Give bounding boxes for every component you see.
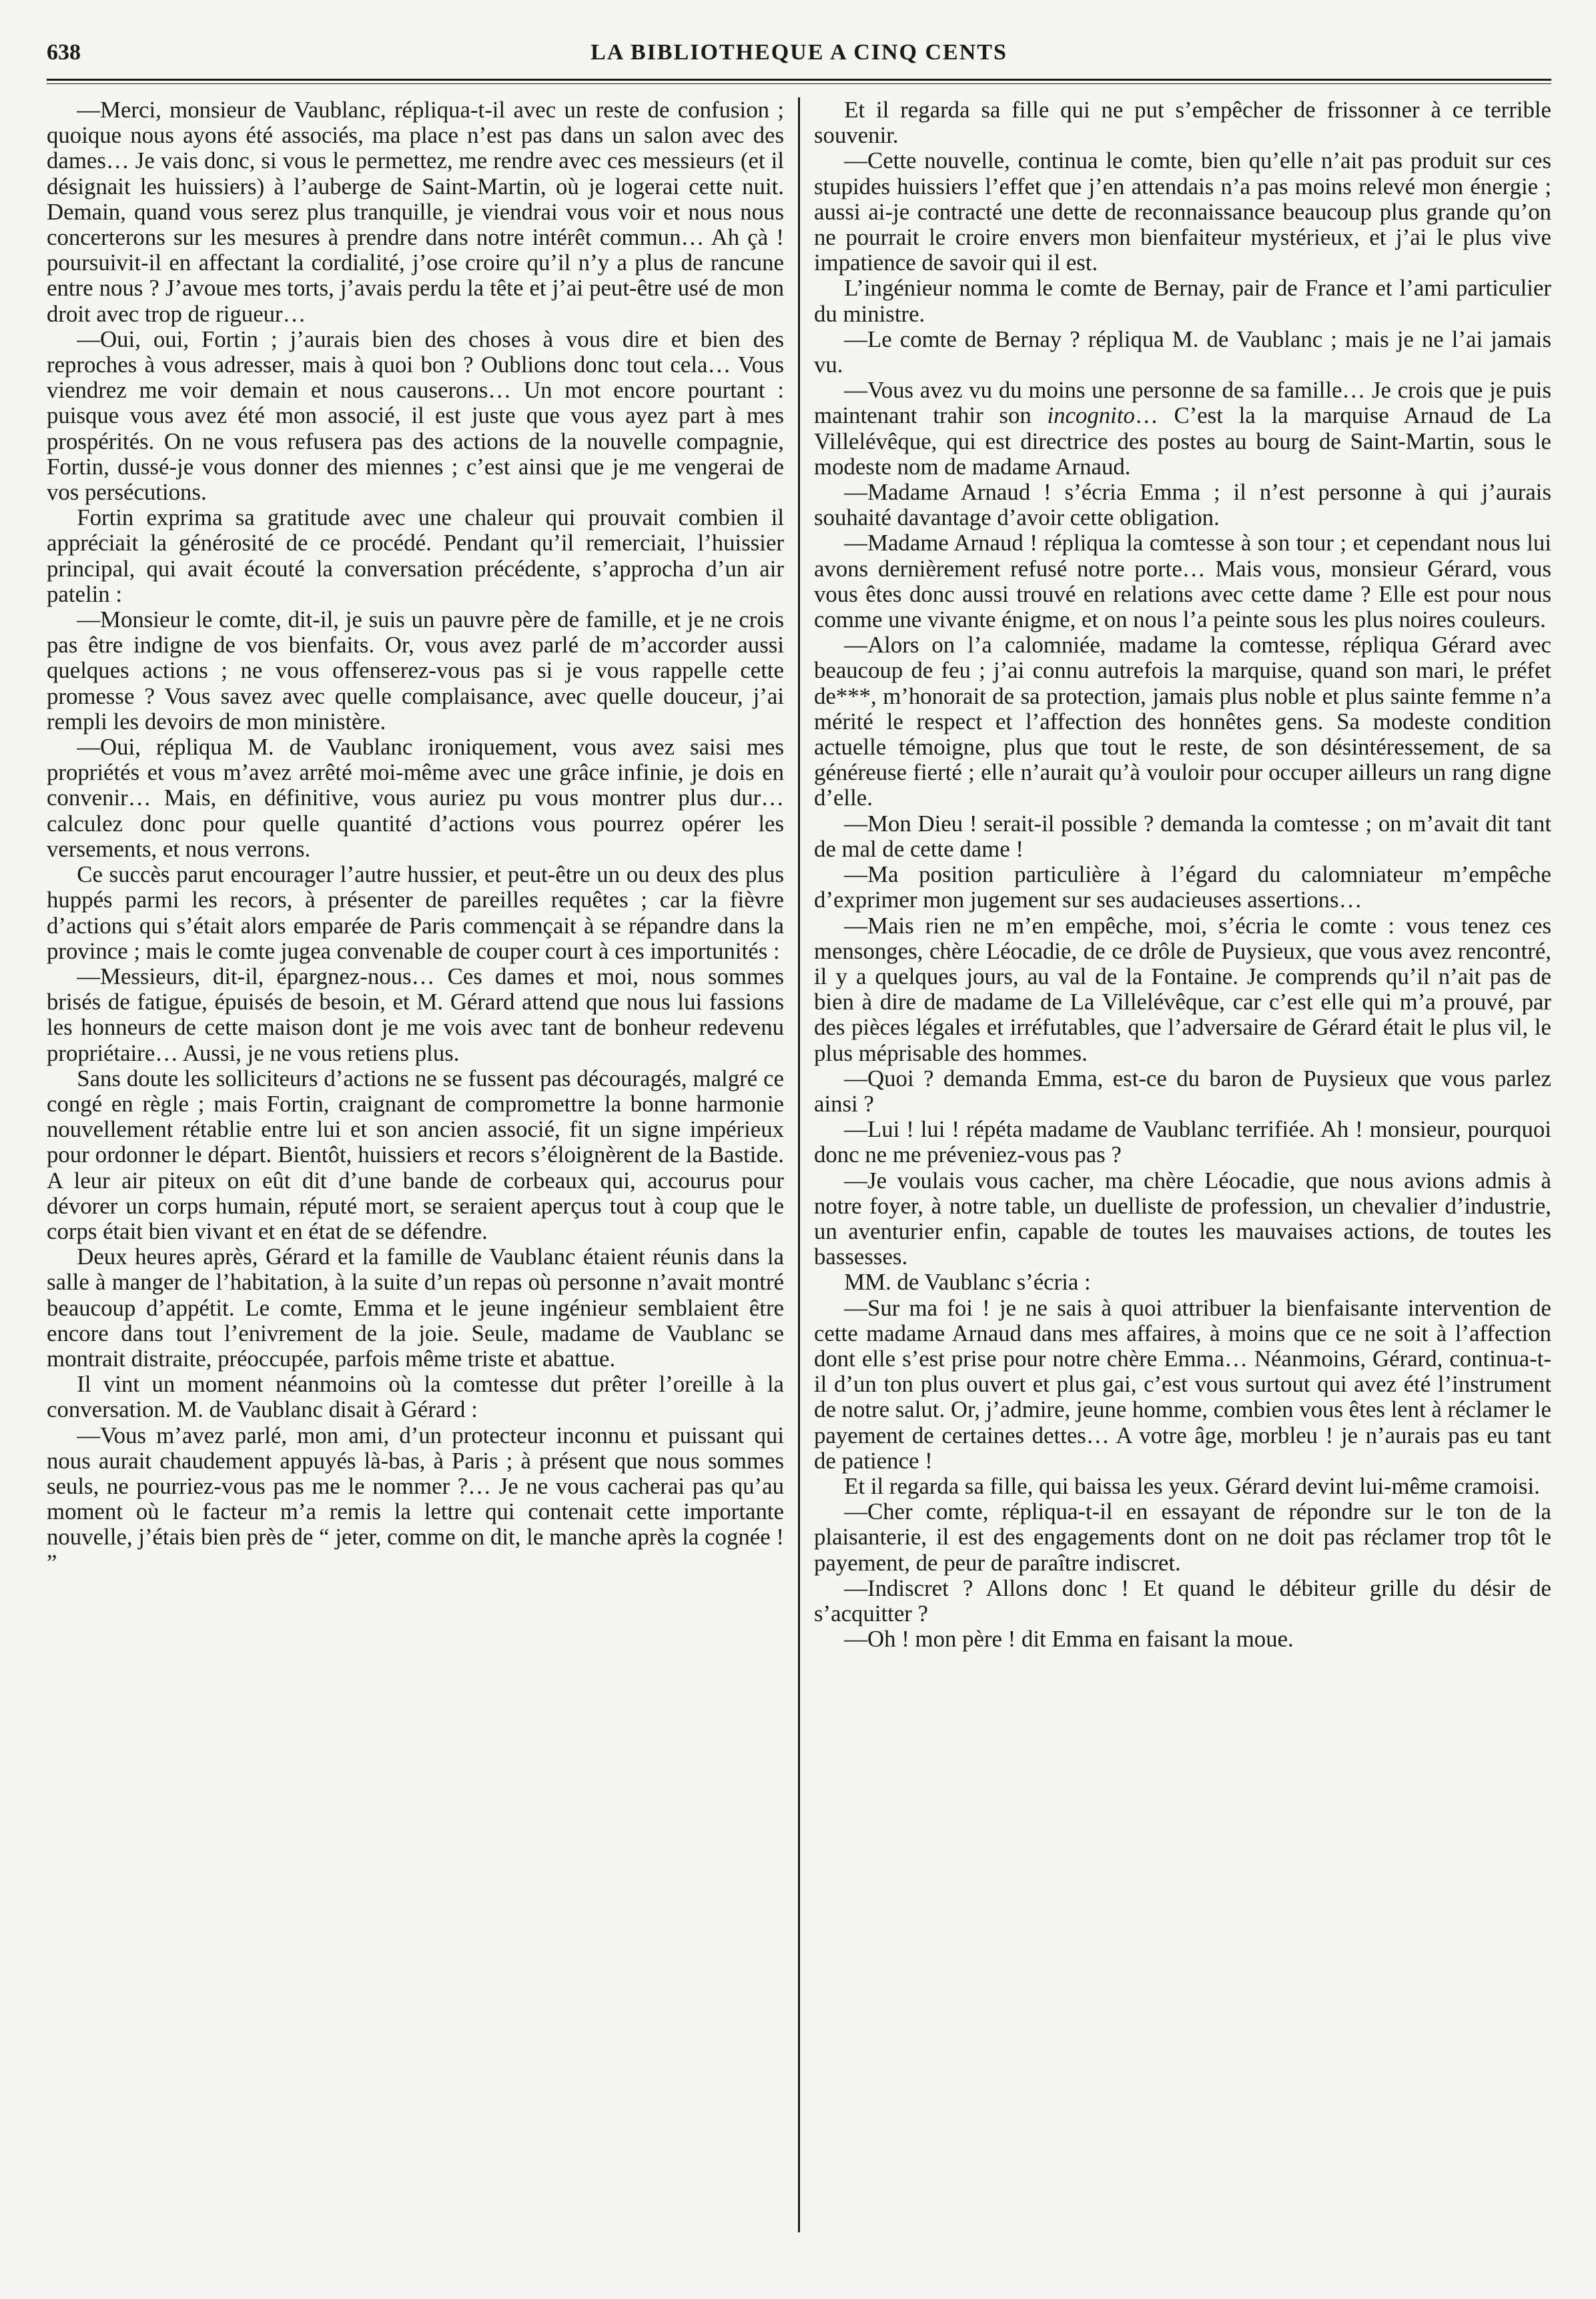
page-header	[47, 40, 1551, 79]
paragraph: Et il regarda sa fille, qui baissa les yeux. Gérard devint lui-même cramoisi.	[844, 1472, 1540, 1499]
paragraph: —Indiscret ? Allons donc ! Et quand le débiteur grille du désir de s’acquitter ?	[814, 1574, 1551, 1627]
paragraph: Sans doute les solliciteurs d’actions ne se fussent pas découragés, malgré ce congé en règle ; mais Fortin, craignant de compromettre la bonne harmonie nouvellement rétablie entre lui et son ancien associé, fit un signe impérieux pour ordonner le départ. Bientôt, huissiers et recors s’éloignèrent de la Bastide. A leur air piteux on eût dit d’une bande de corbeaux qui, accourus pour dévorer un corps humain, réputé mort, se seraient aperçus tout à coup que le corps était bien vivant et en état de se défendre.	[47, 1065, 784, 1244]
paragraph: —Ma position particulière à l’égard du calomniateur m’empêche d’exprimer mon jugement sur ses audacieuses assertions…	[814, 861, 1551, 913]
paragraph: —Merci, monsieur de Vaublanc, répliqua-t-il avec un reste de confusion ; quoique nous ayons été associés, ma place n’est pas dans un salon avec des dames… Je vais donc, si vous le permettez, me rendre avec ces messieurs (et il désignait les huissiers) à l’auberge de Saint-Martin, où je logerai cette nuit. Demain, quand vous serez plus tranquille, je viendrai vous voir et nous nous concerterons sur les mesures à prendre dans notre intérêt commun… Ah çà ! poursuivit-il en affectant la cordialité, j’ose croire qu’il n’y a plus de rancune entre nous ? J’avoue mes torts, j’avais perdu la tête et j’ai peut-être usé de mon droit avec trop de rigueur…	[47, 97, 784, 327]
paragraph: —Madame Arnaud ! répliqua la comtesse à son tour ; et cependant nous lui avons dernièrement refusé notre porte… Mais vous, monsieur Gérard, vous vous êtes donc aussi trouvé en relations avec cette dame ? Elle est pour nous comme une vivante énigme, et on nous l’a peinte sous les plus noires couleurs.	[814, 530, 1551, 633]
paragraph: —Alors on l’a calomniée, madame la comtesse, répliqua Gérard avec beaucoup de feu ; j’ai connu autrefois la marquise, quand son mari, le préfet de***, m’honorait de sa protection, jamais plus noble et plus sainte femme n’a mérité le respect et l’affection des honnêtes gens. Sa modeste condition actuelle témoigne, plus que tout le reste, de son désintéressement, de sa généreuse fierté ; elle n’aurait qu’à vouloir pour occuper ailleurs un rang digne d’elle.	[814, 632, 1551, 811]
paragraph: —Sur ma foi ! je ne sais à quoi attribuer la bienfaisante intervention de cette madame Arnaud dans mes affaires, à moins que ce ne soit à l’affection dont elle s’est prise pour notre chère Emma… Néanmoins, Gérard, continua-t-il d’un ton plus ouvert et plus gai, c’est vous surtout qui avez été l’instrument de notre salut. Or, j’admire, jeune homme, combien vous êtes lent à réclamer le payement de certaines dettes… A votre âge, morbleu ! je n’aurais pas eu tant de patience !	[814, 1294, 1551, 1474]
text-columns	[47, 97, 1551, 2232]
paragraph: Deux heures après, Gérard et la famille de Vaublanc étaient réunis dans la salle à manger de l’habitation, à la suite d’un repas où personne n’avait montré beaucoup d’appétit. Le comte, Emma et le jeune ingénieur semblaient être encore dans tout l’enivrement de la joie. Seule, madame de Vaublanc se montrait distraite, préoccupée, parfois même triste et abattue.	[47, 1244, 784, 1372]
paragraph: Ce succès parut encourager l’autre hussier, et peut-être un ou deux des plus huppés parmi les recors, à présenter de pareilles requêtes ; car la fièvre d’actions qui s’était alors emparée de Paris commençait à se répandre dans la province ; mais le comte jugea convenable de couper court à ces importunités :	[47, 861, 784, 964]
paragraph: —Quoi ? demanda Emma, est-ce du baron de Puysieux que vous parlez ainsi ?	[814, 1065, 1551, 1117]
paragraph: —Mais rien ne m’en empêche, moi, s’écria le comte : vous tenez ces mensonges, chère Léocadie, de ce drôle de Puysieux, que vous avez rencontré, il y a quelques jours, au val de la Fontaine. Je comprends qu’il n’ait pas de bien à dire de madame de La Villelévêque, car c’est elle qui m’a prouvé, par des pièces légales et irréfutables, que l’adversaire de Gérard était le plus vil, le plus méprisable des hommes.	[814, 912, 1551, 1066]
newspaper-page	[47, 40, 1551, 2262]
paragraph: Et il regarda sa fille qui ne put s’empêcher de frissonner à ce terrible souvenir.	[814, 97, 1551, 149]
paragraph: L’ingénieur nomma le comte de Bernay, pair de France et l’ami particulier du ministre.	[814, 275, 1551, 327]
page-number: 638	[47, 40, 81, 65]
column-divider	[798, 97, 800, 2232]
paragraph: MM. de Vaublanc s’écria :	[844, 1269, 1091, 1296]
header-rule	[47, 79, 1551, 84]
paragraph: —Monsieur le comte, dit-il, je suis un pauvre père de famille, et je ne crois pas être indigne de vos bienfaits. Or, vous avez parlé de m’accorder aussi quelques actions ; ne vous offenserez-vous pas si je vous rappelle cette promesse ? Vous savez avec quelle complaisance, avec quelle douceur, j’ai rempli les devoirs de mon ministère.	[47, 606, 784, 735]
paragraph: —Madame Arnaud ! s’écria Emma ; il n’est personne à qui j’aurais souhaité davantage d’avoir cette obligation.	[814, 479, 1551, 531]
paragraph: Il vint un moment néanmoins où la comtesse dut prêter l’oreille à la conversation. M. de Vaublanc disait à Gérard :	[47, 1371, 784, 1423]
paragraph: —Messieurs, dit-il, épargnez-nous… Ces dames et moi, nous sommes brisés de fatigue, épuisés de besoin, et M. Gérard attend que nous lui fassions les honneurs de cette maison dont je me vois avec tant de bonheur redevenu propriétaire… Aussi, je ne vous retiens plus.	[47, 963, 784, 1066]
paragraph: —Oui, oui, Fortin ; j’aurais bien des choses à vous dire et bien des reproches à vous adresser, mais à quoi bon ? Oublions donc tout cela… Vous viendrez me voir demain et nous causerons… Un mot encore pourtant : puisque vous avez été mon associé, il est juste que vous ayez part à mes prospérités. On ne vous refusera pas des actions de la nouvelle compagnie, Fortin, dussé-je vous donner des miennes ; c’est ainsi que je me vengerai de vos persécutions.	[47, 326, 784, 506]
paragraph: Fortin exprima sa gratitude avec une chaleur qui prouvait combien il appréciait la générosité de ce procédé. Pendant qu’il remerciait, l’huissier principal, qui avait écouté la conversation précédente, s’approcha d’un air patelin :	[47, 504, 784, 607]
paragraph: —Cette nouvelle, continua le comte, bien qu’elle n’ait pas produit sur ces stupides huissiers l’effet que j’en attendais n’a pas moins relevé mon énergie ; aussi ai-je contracté une dette de reconnaissance beaucoup plus grande qu’on ne pourrait le croire envers mon bienfaiteur mystérieux, et j’ai le plus vive impatience de savoir qui il est.	[814, 147, 1551, 276]
paragraph: —Oui, répliqua M. de Vaublanc ironiquement, vous avez saisi mes propriétés et vous m’avez arrêté moi-même avec une grâce infinie, je dois en convenir… Mais, en définitive, vous auriez pu vous montrer plus dur… calculez donc pour quelle quantité d’actions vous pourrez opérer les versements, et nous verrons.	[47, 734, 784, 862]
publication-title: LA BIBLIOTHEQUE A CINQ CENTS	[590, 40, 1008, 65]
paragraph: —Vous avez vu du moins une personne de sa famille… Je crois que je puis maintenant trahir son incognito… C’est la la marquise Arnaud de La Villelévêque, qui est directrice des postes au bourg de Saint-Martin, sous le modeste nom de madame Arnaud.	[814, 377, 1551, 480]
right-column	[814, 97, 1551, 2232]
paragraph: —Oh ! mon père ! dit Emma en faisant la moue.	[844, 1626, 1294, 1653]
paragraph: —Lui ! lui ! répéta madame de Vaublanc terrifiée. Ah ! monsieur, pourquoi donc ne me préveniez-vous pas ?	[814, 1116, 1551, 1168]
left-column	[47, 97, 784, 2232]
paragraph: —Le comte de Bernay ? répliqua M. de Vaublanc ; mais je ne l’ai jamais vu.	[814, 326, 1551, 378]
paragraph: —Cher comte, répliqua-t-il en essayant de répondre sur le ton de la plaisanterie, il est des engagements dont on ne doit pas réclamer trop tôt le payement, de peur de paraître indiscret.	[814, 1498, 1551, 1576]
paragraph: —Mon Dieu ! serait-il possible ? demanda la comtesse ; on m’avait dit tant de mal de cette dame !	[814, 810, 1551, 862]
paragraph: —Vous m’avez parlé, mon ami, d’un protecteur inconnu et puissant qui nous aurait chaudement appuyés là-bas, à Paris ; à présent que nous sommes seuls, ne pourriez-vous pas me le nommer ?… Je ne vous cacherai pas qu’au moment où le facteur m’a remis la lettre qui contenait cette importante nouvelle, j’étais bien près de “ jeter, comme on dit, le manche après la cognée ! ”	[47, 1422, 784, 1576]
paragraph: —Je voulais vous cacher, ma chère Léocadie, que nous avions admis à notre foyer, à notre table, un duelliste de profession, un chevalier d’industrie, un aventurier enfin, capable de toutes les mauvaises actions, de toutes les bassesses.	[814, 1167, 1551, 1270]
